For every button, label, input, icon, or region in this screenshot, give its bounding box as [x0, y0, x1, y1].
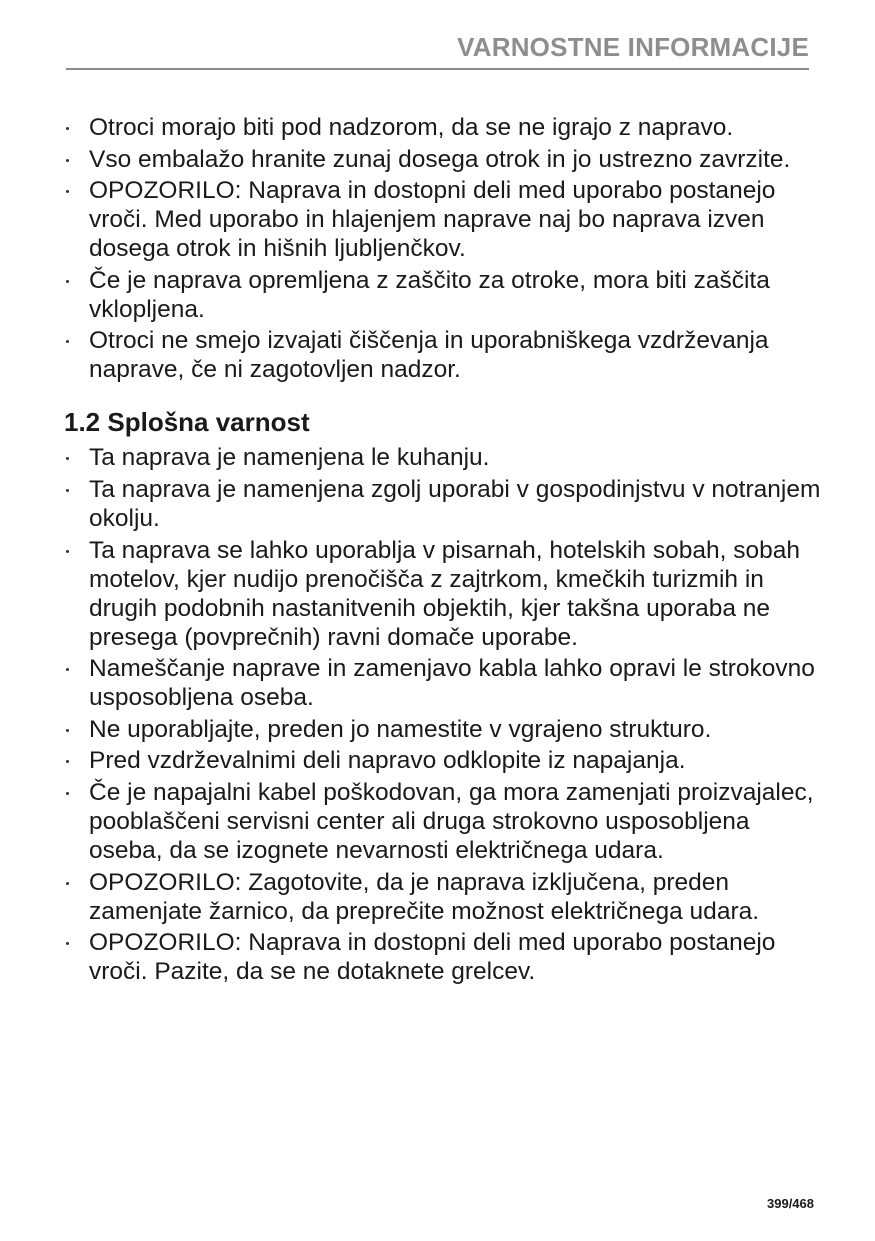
- list-item-text: Ne uporabljajte, preden jo namestite v vgrajeno strukturo.: [89, 715, 712, 743]
- list-item-text: Otroci ne smejo izvajati čiščenja in uporabniškega vzdrževanja naprave, če ni zagotovljen nadzor.: [89, 327, 769, 384]
- section-heading: 1.2 Splošna varnost: [64, 407, 310, 438]
- document-body: [64, 113, 824, 989]
- bullet-icon: [66, 882, 69, 885]
- list-item-text: Otroci morajo biti pod nadzorom, da se ne igrajo z napravo.: [89, 114, 734, 141]
- list-item-text: Ta naprava je namenjena zgolj uporabi v gospodinjstvu v notranjem okolju.: [89, 475, 821, 532]
- page-title: VARNOSTNE INFORMACIJE: [457, 32, 809, 62]
- list-item-text: OPOZORILO: Naprava in dostopni deli med uporabo postanejo vroči. Pazite, da se ne dotaknete grelcev.: [89, 929, 776, 986]
- list-item: [64, 326, 824, 384]
- bullet-icon: [66, 457, 69, 460]
- bullet-icon: [66, 942, 69, 945]
- list-item-text: OPOZORILO: Naprava in dostopni deli med uporabo postanejo vroči. Med uporabo in hlajenjem naprave naj bo naprava izven dosega otrok in hišnih ljubljenčkov.: [89, 177, 776, 263]
- list-item-text: Vso embalažo hranite zunaj dosega otrok in jo ustrezno zavrzite.: [89, 145, 791, 173]
- list-item: [64, 868, 824, 926]
- list-item-text: Pred vzdrževalnimi deli napravo odklopite iz napajanja.: [89, 747, 686, 775]
- general-safety-bullet-list: [64, 443, 824, 986]
- list-item: [64, 778, 824, 865]
- list-item: [64, 176, 824, 263]
- list-item: [64, 746, 824, 775]
- list-item: [64, 654, 824, 712]
- bullet-icon: [66, 280, 69, 283]
- bullet-icon: [66, 127, 69, 130]
- bullet-icon: [66, 550, 69, 553]
- list-item-text: Če je naprava opremljena z zaščito za otroke, mora biti zaščita vklopljena.: [89, 266, 770, 323]
- list-item-text: Ta naprava je namenjena le kuhanju.: [89, 444, 490, 472]
- list-item: [64, 928, 824, 986]
- bullet-icon: [66, 340, 69, 343]
- list-item-text: Če je napajalni kabel poškodovan, ga mora zamenjati proizvajalec, pooblaščeni servisni center ali druga strokovno usposobljena oseba, da se izognete nevarnosti električnega udara.: [89, 778, 814, 864]
- bullet-icon: [66, 668, 69, 671]
- list-item: [64, 536, 824, 652]
- list-item-text: OPOZORILO: Zagotovite, da je naprava izključena, preden zamenjate žarnico, da preprečite možnost električnega udara.: [89, 868, 760, 925]
- bullet-icon: [66, 190, 69, 193]
- bullet-icon: [66, 159, 69, 162]
- list-item: [64, 113, 824, 142]
- list-item-text: Ta naprava se lahko uporablja v pisarnah, hotelskih sobah, sobah motelov, kjer nudijo prenočišča z zajtrkom, kmečkih turizmih in drugih podobnih nastanitvenih objektih, kjer takšna uporaba ne presega (povprečnih) ravni domače uporabe.: [89, 536, 800, 651]
- page-header: [66, 30, 809, 70]
- list-item: [64, 475, 824, 533]
- bullet-icon: [66, 489, 69, 492]
- page-number: 399/468: [767, 1196, 814, 1211]
- intro-bullet-list: [64, 113, 824, 384]
- list-item: [64, 266, 824, 324]
- list-item: [64, 145, 824, 174]
- list-item: [64, 443, 824, 472]
- bullet-icon: [66, 792, 69, 795]
- list-item-text: Nameščanje naprave in zamenjavo kabla lahko opravi le strokovno usposobljena oseba.: [89, 655, 815, 712]
- bullet-icon: [66, 760, 69, 763]
- list-item: [64, 715, 824, 744]
- bullet-icon: [66, 729, 69, 732]
